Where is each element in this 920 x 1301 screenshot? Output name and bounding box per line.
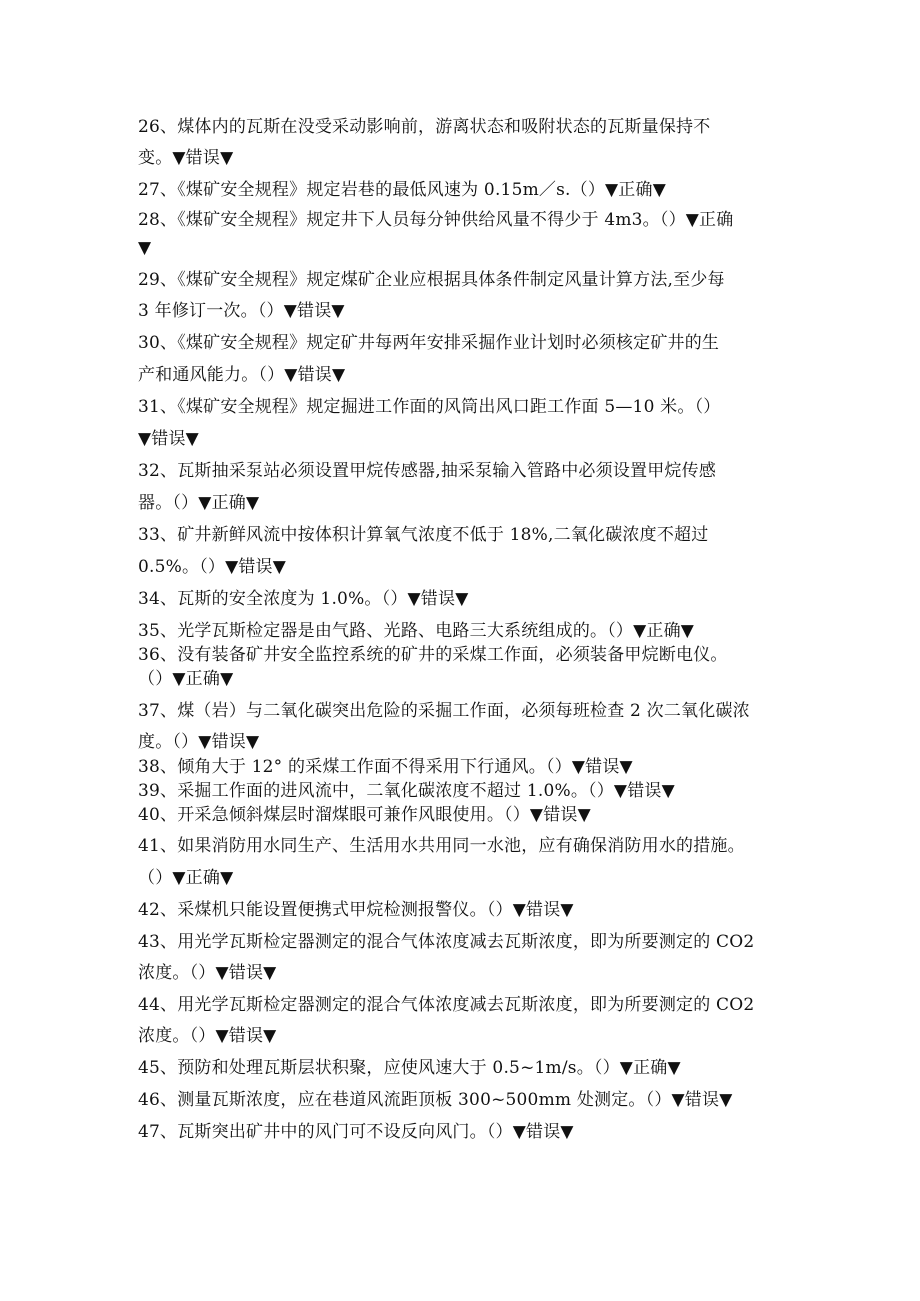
text-line: 28、《煤矿安全规程》规定井下人员每分钟供给风量不得少于 4m3。（）▼正确	[138, 210, 734, 230]
text-line: 产和通风能力。（）▼错误▼	[138, 365, 346, 385]
text-line: 38、倾角大于 12° 的采煤工作面不得采用下行通风。（）▼错误▼	[138, 757, 633, 777]
text-line: 浓度。（）▼错误▼	[138, 963, 277, 983]
text-line: 43、用光学瓦斯检定器测定的混合气体浓度减去瓦斯浓度，即为所要测定的 CO2	[138, 932, 755, 952]
text-line: 41、如果消防用水同生产、生活用水共用同一水池，应有确保消防用水的措施。	[138, 836, 745, 856]
text-line: 31、《煤矿安全规程》规定掘进工作面的风筒出风口距工作面 5—10 米。（）	[138, 397, 721, 417]
text-line: 3 年修订一次。（）▼错误▼	[138, 301, 345, 321]
text-line: 27、《煤矿安全规程》规定岩巷的最低风速为 0.15m／s.（）▼正确▼	[138, 180, 666, 200]
text-line: 46、测量瓦斯浓度，应在巷道风流距顶板 300~500mm 处测定。（）▼错误▼	[138, 1090, 733, 1110]
text-line: 浓度。（）▼错误▼	[138, 1026, 277, 1046]
text-line: 42、采煤机只能设置便携式甲烷检测报警仪。（）▼错误▼	[138, 900, 574, 920]
text-line: 30、《煤矿安全规程》规定矿井每两年安排采掘作业计划时必须核定矿井的生	[138, 333, 720, 353]
text-line: 变。▼错误▼	[138, 148, 234, 168]
text-line: （）▼正确▼	[138, 868, 234, 888]
text-line: 40、开采急倾斜煤层时溜煤眼可兼作风眼使用。（）▼错误▼	[138, 805, 591, 825]
text-line: 32、瓦斯抽采泵站必须设置甲烷传感器,抽采泵输入管路中必须设置甲烷传感	[138, 461, 717, 481]
text-line: 36、没有装备矿井安全监控系统的矿井的采煤工作面，必须装备甲烷断电仪。	[138, 645, 728, 665]
text-line: 35、光学瓦斯检定器是由气路、光路、电路三大系统组成的。（）▼正确▼	[138, 621, 695, 641]
text-line: 37、煤（岩）与二氧化碳突出危险的采掘工作面，必须每班检查 2 次二氧化碳浓	[138, 701, 750, 721]
text-line: 29、《煤矿安全规程》规定煤矿企业应根据具体条件制定风量计算方法,至少每	[138, 270, 725, 290]
text-line: 0.5%。（）▼错误▼	[138, 557, 287, 577]
text-line: 39、采掘工作面的进风流中，二氧化碳浓度不超过 1.0%。（）▼错误▼	[138, 781, 675, 801]
text-line: 45、预防和处理瓦斯层状积聚，应使风速大于 0.5~1m/s。（）▼正确▼	[138, 1058, 681, 1078]
text-line: ▼错误▼	[138, 429, 199, 449]
text-line: 33、矿井新鲜风流中按体积计算氧气浓度不低于 18%,二氧化碳浓度不超过	[138, 525, 709, 545]
text-line: 47、瓦斯突出矿井中的风门可不设反向风门。（）▼错误▼	[138, 1122, 574, 1142]
text-line: ▼	[138, 238, 152, 258]
text-line: （）▼正确▼	[138, 669, 234, 689]
text-line: 26、煤体内的瓦斯在没受采动影响前，游离状态和吸附状态的瓦斯量保持不	[138, 117, 711, 137]
text-line: 度。（）▼错误▼	[138, 732, 260, 752]
text-line: 器。（）▼正确▼	[138, 493, 260, 513]
text-line: 34、瓦斯的安全浓度为 1.0%。（）▼错误▼	[138, 589, 469, 609]
text-line: 44、用光学瓦斯检定器测定的混合气体浓度减去瓦斯浓度，即为所要测定的 CO2	[138, 995, 755, 1015]
